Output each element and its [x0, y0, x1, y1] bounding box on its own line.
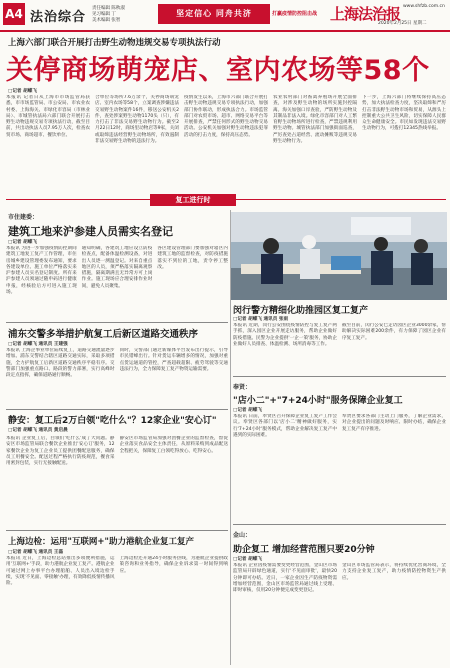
lead-paragraph: 疫情发生以来，上海市六部门联合开展打击野生动物违规交易专项执法行动，加强部门协作联动，形成执法合力。市场监管部门对农贸市场、超市、网络交易平台等开展排查，严禁任何形式的野生动物交易活动。公安机关加强对野生动物违法犯罪活动的打击力度，保持高压态势。: [184, 95, 268, 138]
lead-paragraph: 本报讯 记者日从上海市市场监管局获悉，市市场监管局、市公安局、市农业农村委、上海海关、市绿化市容局（市林业局）、市城管执法局六部门联合开展打击野生动物违规交易专项执法行动，截至目前，共出动执法人员7.95万人次，检查农贸市场、商场超市、餐饮单位、: [6, 95, 90, 138]
fengxian-paragraph: 奉贤区要求各部门主动上门服务，了解企业需求，对企业提出的问题及时响应、限时办结，确保企业复工复产有序推进。: [342, 414, 446, 432]
story1-body: [6, 246, 228, 319]
story3-byline: □记者 胡蝶飞 通讯员 黄启晨: [8, 428, 68, 433]
story3-body: [6, 436, 228, 526]
masthead-rule: [0, 30, 450, 32]
story3-headline: 静安：复工后2万白领"吃什么"？12家企业"安心订": [8, 416, 217, 426]
divider: [6, 530, 228, 531]
lead-body: [6, 95, 446, 191]
lead-headline: 关停商场萌宠店、室内农场等58个: [6, 55, 430, 86]
photo-scene: [231, 212, 447, 300]
lead-paragraph: 合单位等场所7.6万余个，关停商场萌宠店、室内农场等58个，立案调查涉嫌违法交易野生动物案件16件，移送公安机关2件，查处涉案野生动物1170头（只），有力打击了非法交易野生动物行为。截至2月22日12时，商场里动物店等9家，关闭或取缔违法经营野生动物场所，有效遏制非法交易野生动物的违法行为。: [95, 95, 179, 145]
masthead: [0, 0, 450, 30]
issue-date: 2020年2月25日 星期二: [378, 21, 427, 26]
photo-caption: 闵行警方精细化助推园区复工复产: [233, 306, 369, 316]
minhang-paragraph: 截至目前，闵行公安已走访园区企业3000余家，帮助解决实际困难200余件，有力保障了园区企业有序复工复产。: [342, 323, 446, 341]
website-url[interactable]: www.shfzb.com.cn: [403, 4, 445, 9]
jinshan-byline: □记者 胡蝶飞: [233, 557, 262, 562]
story2-paragraph: 本报讯 上海企事业单位陆续复工，道路交通流量逐步增加。浦东交警结合辖区道路交通实际，采取多项措施，全力护航复工后新区道路交通秩序平稳有序。交警部门加强重点路口、路段的警力部署，实行高峰时段定点指挥，确保道路通行顺畅。: [6, 348, 115, 379]
story4-byline: □记者 胡蝶飞 通讯员 王磊: [8, 550, 64, 555]
editor-credits: 责任编辑 陈秋淑 见习编辑 丁 美术编辑 张智: [92, 6, 125, 23]
divider: [6, 322, 228, 323]
story2-body: [6, 348, 228, 406]
lead-paragraph: 下一步，上海六部门将继续保持高压态势，加大执法检查力度，坚决取缔和严厉打击非法野生动物市场和贸易，从源头上控制重大公共卫生风险，切实保障人民群众生命健康安全。市民如发现违法交易野生动物行为，可拨打12345热线举报。: [362, 95, 446, 132]
divider: [233, 524, 446, 525]
story4-body: [6, 556, 228, 663]
story1-prekicker: 市住建委：: [8, 214, 39, 221]
story4-headline: 上海边检：运用"互联网+"助力港航企业复工复产: [8, 537, 194, 547]
lead-byline: □记者 胡蝶飞: [8, 89, 37, 94]
jinshan-headline: 助企复工 增加经营范围只要20分钟: [233, 545, 375, 555]
news-photo: [231, 212, 447, 300]
section-badge: A4: [3, 3, 25, 25]
story4-paragraph: 本报讯 近日，上海边检总站推出多项便利措施，运用'互联网+'手段，助力港航企业复工复产。港航企业可通过网上办事平台办理船舶、人员出入境边检手续，实现'不见面、零接触'办理，有效降低疫情传播风险。: [6, 556, 115, 587]
story4-paragraph: 上海边检还开通24小时服务热线，为港航企业提供政策咨询和业务指导，确保企业诉求第一时间得到响应。: [119, 556, 228, 574]
story1-paragraph: 通知明确，各建筑工地应设立防疫检查点，配备体温检测设备，对进出人员逐一测温登记。对来自重点地区的人员，须严格落实隔离观察措施，隔离期满且无异常方可上岗作业。施工现场应合理安排作业时间，避免人员聚集。: [81, 246, 153, 289]
story3-paragraph: 静安区市场监管局加强对团餐企业的监督检查，督促企业落实食品安全主体责任，从原料采购到成品配送全程把关，保障复工白领吃得放心、吃得安心。: [119, 436, 228, 454]
story2-byline: □记者 胡蝶飞 通讯员 王建强: [8, 342, 68, 347]
jinshan-prekicker: 金山：: [233, 532, 252, 539]
divider: [6, 409, 228, 410]
newspaper-logo: 上海法治报: [330, 5, 401, 23]
column-divider: [230, 210, 231, 665]
jinshan-body: [233, 563, 446, 663]
slogan-subtitle: 打赢疫情防控阻击战: [272, 11, 318, 17]
section-banner: 复工进行时: [150, 194, 236, 206]
fengxian-headline: "店小二"+"7+24小时"服务保障企业复工: [233, 396, 403, 406]
minhang-body: [233, 323, 446, 373]
slogan-banner: 坚定信心 同舟共济: [158, 4, 270, 24]
story2-paragraph: 同时，交警部门通过新媒体平台发布出行提示，引导市民错峰出行。针对货运车辆增多的情况，加强对重点货运通道的管控，严查超载超限、疲劳驾驶等交通违法行为，全力保障复工复产物资运输需要。: [119, 348, 228, 372]
fengxian-paragraph: 本报讯 日前，奉贤区召开保障企业复工复产工作会议。奉贤区各部门以'店小二'精神做好服务，实行'7+24小时'服务模式，帮助企业解决复工复产中遇到的实际困难。: [233, 414, 337, 438]
story3-paragraph: 本报讯 企业复工后，白领们'吃什么'成了大问题。静安区市场监管局联合餐饮企业推出'安心订'服务，12家餐饮企业为复工企业员工提供团餐配送服务，确保员工用餐安全。配送过程严格执行防疫规范，餐食采用密封包装，实行无接触配送。: [6, 436, 115, 467]
divider: [233, 376, 446, 377]
minhang-paragraph: 本报讯 近期，闵行公安围绕疫情防控与复工复产两手抓，深入园区企业开展走访服务，帮助企业做好防疫措施。民警为企业提供'一企一策'服务，协助企业做好人员排查、体温检测、场所消毒等工作。: [233, 323, 337, 347]
story1-paragraph: 本报讯 为进一步加强疫情防控期间建筑工地复工复产工作管理，市住房城乡建设管理委发布通知，要求各建设单位、施工单位严格落实来沪参建人员实名登记制度。所有来沪参建人员须通过随申码进行健康申报，经核验后方可进入施工现场。: [6, 246, 77, 296]
story1-headline: 建筑工地来沪参建人员需实名登记: [8, 225, 173, 238]
story2-headline: 浦东交警多举措护航复工后新区道路交通秩序: [8, 329, 199, 340]
story1-byline: □记者 胡蝶飞: [8, 240, 37, 245]
jinshan-paragraph: 本报讯 企业因疫情需要变更经营范围，金山区市场监管局开辟绿色通道，实行'不见面审批'，最快20分钟即可办结。近日，一家企业因生产防疫物资需增加经营范围，金山区市场监管局通过线上受理、即时审核，仅用20分钟便完成变更登记。: [233, 563, 337, 594]
minhang-byline: □记者 胡蝶飞 通讯员 张雨: [233, 317, 289, 322]
lead-kicker: 上海六部门联合开展打击野生动物违规交易专项执法行动: [8, 38, 221, 48]
jinshan-paragraph: 金山区市场监管局表示，将持续优化营商环境，全力支持企业复工复产，助力疫情防控物资生产供应。: [342, 563, 446, 581]
fengxian-prekicker: 奉贤：: [233, 384, 252, 391]
fengxian-byline: □记者 胡蝶飞: [233, 408, 262, 413]
section-title: 法治综合: [30, 10, 87, 25]
lead-paragraph: 农业农村部门对畜禽养殖场开展全面排查，对涉及野生动物的场所实施封控隔离。海关加强口岸查验，严防野生动物及其制品非法入境。绿化市容部门对人工繁育野生动物场所进行检查，严禁违规利用野生动物。城管执法部门加强街面巡查，严厉查处占道经营、流动摊贩等违规交易野生动物行为。: [273, 95, 357, 145]
story1-paragraph: 各区建设管理部门要加强对辖区内建筑工地的监督检查，对防疫措施落实不到位的工地，责令停工整改。: [157, 246, 229, 270]
fengxian-body: [233, 414, 446, 462]
